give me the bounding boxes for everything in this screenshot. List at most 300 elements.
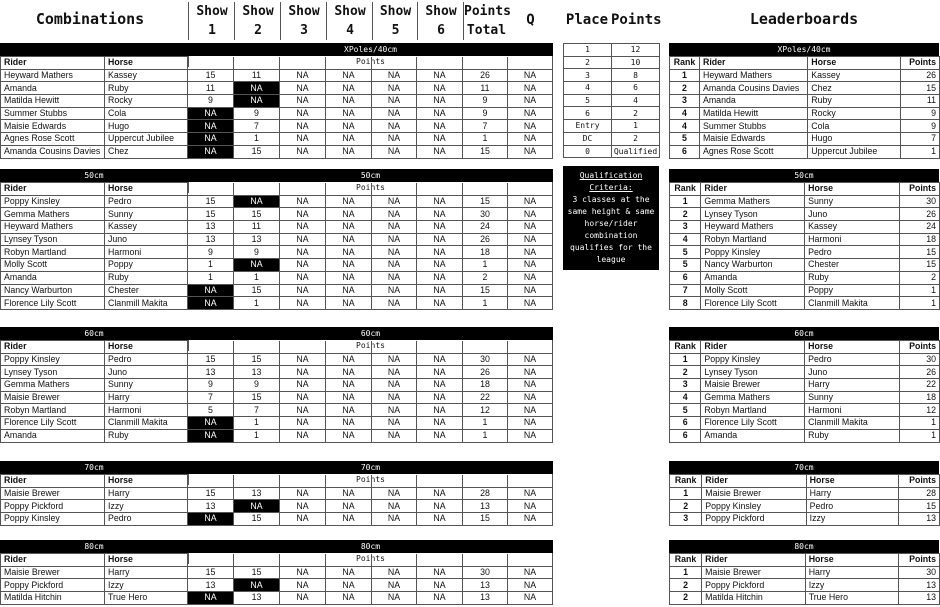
show-cell: NA: [417, 107, 463, 120]
show-header-1: [188, 2, 235, 40]
show-cell: NA: [372, 284, 417, 297]
leaderboard-row: [670, 566, 940, 579]
leaderboard-title: 60cm: [669, 327, 939, 340]
q-cell: NA: [508, 259, 553, 272]
show-cell: NA: [188, 429, 234, 442]
show-cell: NA: [372, 487, 417, 500]
show-cell: NA: [326, 417, 372, 430]
show-cell: 1: [188, 259, 234, 272]
show-cell: NA: [326, 82, 372, 95]
leaderboard-header-row: [670, 341, 940, 354]
show-cell: 13: [188, 579, 234, 592]
leaderboard-rank-header: Rank: [670, 57, 700, 70]
total-cell: 30: [463, 353, 508, 366]
show-cell: NA: [280, 579, 326, 592]
place-value: 3: [564, 69, 612, 82]
combination-table: [0, 340, 553, 443]
rider-cell: Agnes Rose Scott: [1, 133, 105, 146]
show-cell: 11: [188, 82, 234, 95]
show-cell: 9: [234, 107, 280, 120]
show-cell: NA: [372, 82, 417, 95]
table-row: [1, 379, 553, 392]
leaderboard-row: [670, 233, 940, 246]
horse-cell: Rocky: [105, 95, 188, 108]
points-cell: 2: [899, 271, 939, 284]
horse-cell: Ruby: [808, 95, 901, 108]
show-cell: NA: [326, 208, 372, 221]
total-cell: 1: [463, 259, 508, 272]
show-cell: NA: [280, 95, 326, 108]
rider-cell: Robyn Martland: [1, 246, 105, 259]
rider-cell: Molly Scott: [701, 284, 805, 297]
place-value: 5: [564, 94, 612, 107]
show-cell: 9: [188, 95, 234, 108]
rider-cell: Florence Lily Scott: [1, 297, 105, 310]
show-cell: 13: [188, 366, 234, 379]
show-cell: 7: [234, 120, 280, 133]
horse-cell: Harry: [806, 487, 899, 500]
horse-cell: Harmoni: [105, 246, 188, 259]
total-cell: 24: [463, 221, 508, 234]
show-cell: NA: [372, 513, 417, 526]
rank-cell: 1: [670, 69, 700, 82]
horse-column-header: Horse: [105, 475, 188, 488]
show-cell: NA: [417, 487, 463, 500]
horse-cell: Pedro: [806, 500, 899, 513]
rider-cell: Matilda Hewitt: [699, 107, 807, 120]
show-header-label: Show: [379, 4, 412, 19]
place-row: [564, 44, 660, 57]
horse-column-header: Horse: [105, 183, 188, 196]
leaderboard-row: [670, 82, 940, 95]
table-row: [1, 417, 553, 430]
rider-cell: Amanda: [699, 95, 807, 108]
show-header-number: 4: [346, 23, 354, 38]
show-header-label: Show: [242, 4, 274, 19]
show-cell: 9: [234, 379, 280, 392]
horse-cell: Chez: [105, 145, 188, 158]
horse-cell: Sunny: [105, 379, 188, 392]
points-cell: 30: [899, 353, 939, 366]
place-row: [564, 107, 660, 120]
points-cell: 13: [899, 579, 940, 592]
table-row: [1, 284, 553, 297]
show-cell: NA: [417, 195, 463, 208]
points-subheader: Points: [188, 474, 553, 485]
show-cell: NA: [417, 271, 463, 284]
rank-cell: 7: [670, 284, 701, 297]
show-cell: 7: [234, 404, 280, 417]
rank-cell: 1: [670, 566, 702, 579]
rank-cell: 1: [670, 487, 702, 500]
leaderboard-row: [670, 145, 940, 158]
show-cell: NA: [326, 233, 372, 246]
total-cell: 1: [463, 417, 508, 430]
leaderboard-row: [670, 95, 940, 108]
horse-cell: Kassey: [105, 221, 188, 234]
show-cell: NA: [280, 366, 326, 379]
show-header-5: [372, 2, 418, 40]
rider-cell: Poppy Pickford: [702, 579, 806, 592]
horse-cell: Pedro: [805, 246, 900, 259]
leaderboard-row: [670, 120, 940, 133]
show-cell: NA: [417, 221, 463, 234]
rider-cell: Maisie Edwards: [1, 120, 105, 133]
q-cell: NA: [508, 221, 553, 234]
q-header: Q: [526, 12, 535, 28]
show-cell: NA: [326, 195, 372, 208]
criteria-title: Qualification Criteria:: [579, 171, 643, 192]
rank-cell: 4: [670, 107, 700, 120]
horse-cell: Ruby: [105, 429, 188, 442]
section-title-center: 80cm: [188, 540, 553, 553]
show-cell: NA: [188, 107, 234, 120]
show-cell: NA: [280, 500, 326, 513]
leaderboard-row: [670, 579, 940, 592]
show-cell: 1: [234, 429, 280, 442]
leaderboard-rank-header: Rank: [670, 475, 702, 488]
points-cell: 13: [899, 592, 940, 605]
show-cell: NA: [280, 513, 326, 526]
show-cell: NA: [326, 145, 372, 158]
show-cell: 1: [234, 271, 280, 284]
rider-cell: Amanda: [701, 429, 805, 442]
rank-cell: 6: [670, 271, 701, 284]
show-cell: 15: [234, 353, 280, 366]
table-row: [1, 391, 553, 404]
points-cell: 15: [900, 82, 939, 95]
show-cell: 15: [234, 513, 280, 526]
rider-cell: Lynsey Tyson: [1, 233, 105, 246]
show-header-number: 6: [437, 23, 445, 38]
show-cell: NA: [234, 259, 280, 272]
total-cell: 26: [463, 69, 508, 82]
table-row: [1, 120, 553, 133]
show-cell: NA: [280, 145, 326, 158]
show-cell: NA: [372, 95, 417, 108]
show-cell: NA: [326, 284, 372, 297]
points-subheader: Points: [188, 340, 553, 351]
points-cell: 30: [899, 566, 940, 579]
place-header: Place: [565, 12, 609, 28]
rank-cell: 3: [670, 221, 701, 234]
rider-cell: Summer Stubbs: [1, 107, 105, 120]
q-cell: NA: [508, 246, 553, 259]
rank-cell: 5: [670, 259, 701, 272]
points-cell: 15: [899, 246, 939, 259]
combination-table: [0, 182, 553, 310]
show-cell: 15: [234, 391, 280, 404]
rider-cell: Gemma Mathers: [701, 391, 805, 404]
show-header-number: 2: [254, 23, 262, 38]
table-row: [1, 221, 553, 234]
table-row: [1, 487, 553, 500]
horse-column-header: Horse: [105, 57, 188, 70]
points-header: Points: [611, 12, 662, 28]
show-header-number: 1: [208, 23, 216, 38]
rider-cell: Florence Lily Scott: [1, 417, 105, 430]
q-cell: NA: [508, 145, 553, 158]
leaderboard-horse-header: Horse: [805, 341, 900, 354]
rank-cell: 2: [670, 366, 701, 379]
total-cell: 2: [463, 271, 508, 284]
horse-cell: Clanmill Makita: [105, 297, 188, 310]
leaderboard-row: [670, 404, 940, 417]
show-cell: 13: [234, 233, 280, 246]
rank-cell: 6: [670, 145, 700, 158]
total-cell: 15: [463, 513, 508, 526]
q-cell: NA: [508, 379, 553, 392]
show-cell: NA: [417, 353, 463, 366]
show-cell: 9: [234, 246, 280, 259]
show-cell: NA: [280, 82, 326, 95]
leaderboard-row: [670, 259, 940, 272]
leaderboard-rank-header: Rank: [670, 183, 701, 196]
rank-cell: 3: [670, 513, 702, 526]
leaderboard-title: 80cm: [669, 540, 939, 553]
horse-cell: Harmoni: [105, 404, 188, 417]
horse-cell: Juno: [105, 233, 188, 246]
leaderboard-points-header: Points: [899, 341, 939, 354]
show-cell: NA: [372, 133, 417, 146]
place-value: 6: [564, 107, 612, 120]
show-cell: NA: [280, 120, 326, 133]
rank-cell: 2: [670, 592, 702, 605]
leaderboard-rider-header: Rider: [701, 183, 805, 196]
total-cell: 30: [463, 566, 508, 579]
show-cell: NA: [372, 566, 417, 579]
show-cell: NA: [372, 353, 417, 366]
rider-cell: Poppy Kinsley: [701, 353, 805, 366]
place-value: DC: [564, 132, 612, 145]
table-row: [1, 246, 553, 259]
leaderboard-title: XPoles/40cm: [669, 43, 939, 56]
points-cell: 26: [899, 366, 939, 379]
rank-cell: 2: [670, 500, 702, 513]
horse-cell: Sunny: [105, 208, 188, 221]
show-cell: NA: [280, 391, 326, 404]
leaderboard-header-row: [670, 57, 940, 70]
q-cell: NA: [508, 500, 553, 513]
show-cell: NA: [372, 404, 417, 417]
show-cell: NA: [326, 95, 372, 108]
show-cell: 5: [188, 404, 234, 417]
rank-cell: 1: [670, 195, 701, 208]
place-points: Qualified: [612, 145, 660, 158]
q-cell: NA: [508, 429, 553, 442]
rider-cell: Gemma Mathers: [1, 208, 105, 221]
rank-cell: 4: [670, 391, 701, 404]
show-cell: NA: [280, 69, 326, 82]
show-cell: 15: [188, 195, 234, 208]
table-row: [1, 404, 553, 417]
show-cell: NA: [417, 69, 463, 82]
show-cell: NA: [326, 297, 372, 310]
combination-table: [0, 474, 553, 526]
show-cell: 1: [188, 271, 234, 284]
rider-cell: Heyward Mathers: [1, 221, 105, 234]
horse-cell: True Hero: [105, 592, 188, 605]
rider-column-header: Rider: [1, 475, 105, 488]
show-cell: NA: [280, 487, 326, 500]
section-title-left: 70cm: [0, 461, 188, 474]
place-value: 1: [564, 44, 612, 57]
table-row: [1, 579, 553, 592]
horse-cell: Juno: [805, 208, 900, 221]
leaderboard-row: [670, 69, 940, 82]
show-cell: NA: [417, 82, 463, 95]
total-cell: 15: [463, 195, 508, 208]
horse-cell: Uppercut Jubilee: [808, 145, 901, 158]
show-cell: NA: [280, 221, 326, 234]
place-row: [564, 69, 660, 82]
horse-cell: Harmoni: [805, 404, 900, 417]
show-cell: 9: [188, 246, 234, 259]
show-cell: 15: [234, 145, 280, 158]
place-row: [564, 132, 660, 145]
horse-cell: Chester: [805, 259, 900, 272]
q-cell: NA: [508, 513, 553, 526]
horse-cell: Juno: [805, 366, 900, 379]
horse-cell: Pedro: [105, 195, 188, 208]
rank-cell: 1: [670, 353, 701, 366]
show-cell: NA: [372, 366, 417, 379]
show-cell: NA: [372, 500, 417, 513]
leaderboard-points-header: Points: [899, 475, 940, 488]
horse-cell: Chez: [808, 82, 901, 95]
leaderboard-row: [670, 487, 940, 500]
horse-cell: Kassey: [805, 221, 900, 234]
total-cell: 18: [463, 379, 508, 392]
table-row: [1, 133, 553, 146]
leaderboard-table: [669, 474, 940, 526]
show-cell: NA: [188, 284, 234, 297]
show-cell: NA: [417, 417, 463, 430]
q-cell: NA: [508, 233, 553, 246]
points-cell: 9: [900, 120, 939, 133]
show-cell: 15: [188, 208, 234, 221]
horse-cell: Pedro: [105, 353, 188, 366]
show-header-4: [326, 2, 373, 40]
show-cell: NA: [326, 271, 372, 284]
show-cell: NA: [372, 592, 417, 605]
total-cell: 18: [463, 246, 508, 259]
show-cell: NA: [280, 271, 326, 284]
total-cell: 9: [463, 95, 508, 108]
leaderboard-row: [670, 221, 940, 234]
horse-cell: Uppercut Jubilee: [105, 133, 188, 146]
table-header-row: [1, 341, 553, 354]
show-cell: NA: [372, 246, 417, 259]
show-cell: 15: [234, 208, 280, 221]
q-cell: NA: [508, 133, 553, 146]
show-cell: 13: [188, 221, 234, 234]
points-subheader: Points: [188, 553, 553, 564]
leaderboard-header-row: [670, 183, 940, 196]
rider-column-header: Rider: [1, 57, 105, 70]
table-row: [1, 145, 553, 158]
total-cell: 22: [463, 391, 508, 404]
section-title-left: 50cm: [0, 169, 188, 182]
horse-cell: Clanmill Makita: [105, 417, 188, 430]
leaderboard-row: [670, 271, 940, 284]
horse-cell: Juno: [105, 366, 188, 379]
table-row: [1, 429, 553, 442]
rider-cell: Poppy Pickford: [702, 513, 806, 526]
rider-cell: Heyward Mathers: [701, 221, 805, 234]
horse-cell: Ruby: [805, 271, 900, 284]
rider-cell: Maisie Brewer: [1, 391, 105, 404]
show-cell: NA: [234, 95, 280, 108]
horse-cell: Izzy: [105, 579, 188, 592]
horse-cell: Harmoni: [805, 233, 900, 246]
leaderboards-title: Leaderboards: [749, 10, 859, 28]
total-cell: 26: [463, 366, 508, 379]
show-cell: NA: [326, 259, 372, 272]
rank-cell: 6: [670, 417, 701, 430]
rider-cell: Gemma Mathers: [1, 379, 105, 392]
horse-cell: Harry: [105, 566, 188, 579]
show-cell: 1: [234, 417, 280, 430]
show-cell: 7: [188, 391, 234, 404]
total-cell: 15: [463, 145, 508, 158]
horse-cell: Rocky: [808, 107, 901, 120]
leaderboard-row: [670, 391, 940, 404]
total-cell: 13: [463, 500, 508, 513]
leaderboard-row: [670, 284, 940, 297]
show-cell: NA: [372, 195, 417, 208]
points-cell: 26: [900, 69, 939, 82]
points-subheader: Points: [188, 182, 553, 193]
horse-cell: Ruby: [105, 271, 188, 284]
place-points: 8: [612, 69, 660, 82]
table-row: [1, 566, 553, 579]
show-cell: 13: [234, 487, 280, 500]
leaderboard-rider-header: Rider: [702, 554, 806, 567]
show-cell: NA: [280, 133, 326, 146]
place-points: 1: [612, 120, 660, 133]
leaderboard-table: [669, 340, 940, 443]
place-value: Entry: [564, 120, 612, 133]
horse-cell: Cola: [105, 107, 188, 120]
show-cell: NA: [326, 429, 372, 442]
show-header-number: Total: [466, 23, 507, 38]
show-cell: NA: [372, 259, 417, 272]
rider-cell: Poppy Kinsley: [702, 500, 806, 513]
points-cell: 1: [899, 284, 939, 297]
q-cell: NA: [508, 487, 553, 500]
leaderboard-row: [670, 500, 940, 513]
show-header-6: [417, 2, 464, 40]
show-cell: NA: [280, 417, 326, 430]
table-row: [1, 107, 553, 120]
place-points: 4: [612, 94, 660, 107]
show-header-label: Points: [464, 4, 511, 19]
table-row: [1, 366, 553, 379]
table-row: [1, 195, 553, 208]
show-header-number: 3: [300, 23, 308, 38]
leaderboard-row: [670, 379, 940, 392]
section-title-center: 70cm: [188, 461, 553, 474]
horse-cell: Kassey: [105, 69, 188, 82]
show-cell: NA: [326, 487, 372, 500]
show-cell: NA: [188, 297, 234, 310]
rider-cell: Maisie Brewer: [702, 566, 806, 579]
place-value: 4: [564, 82, 612, 95]
show-cell: 15: [188, 566, 234, 579]
criteria-text: 3 classes at the same height & same horse/rider combination qualifies for the league: [567, 195, 655, 264]
show-cell: NA: [417, 145, 463, 158]
